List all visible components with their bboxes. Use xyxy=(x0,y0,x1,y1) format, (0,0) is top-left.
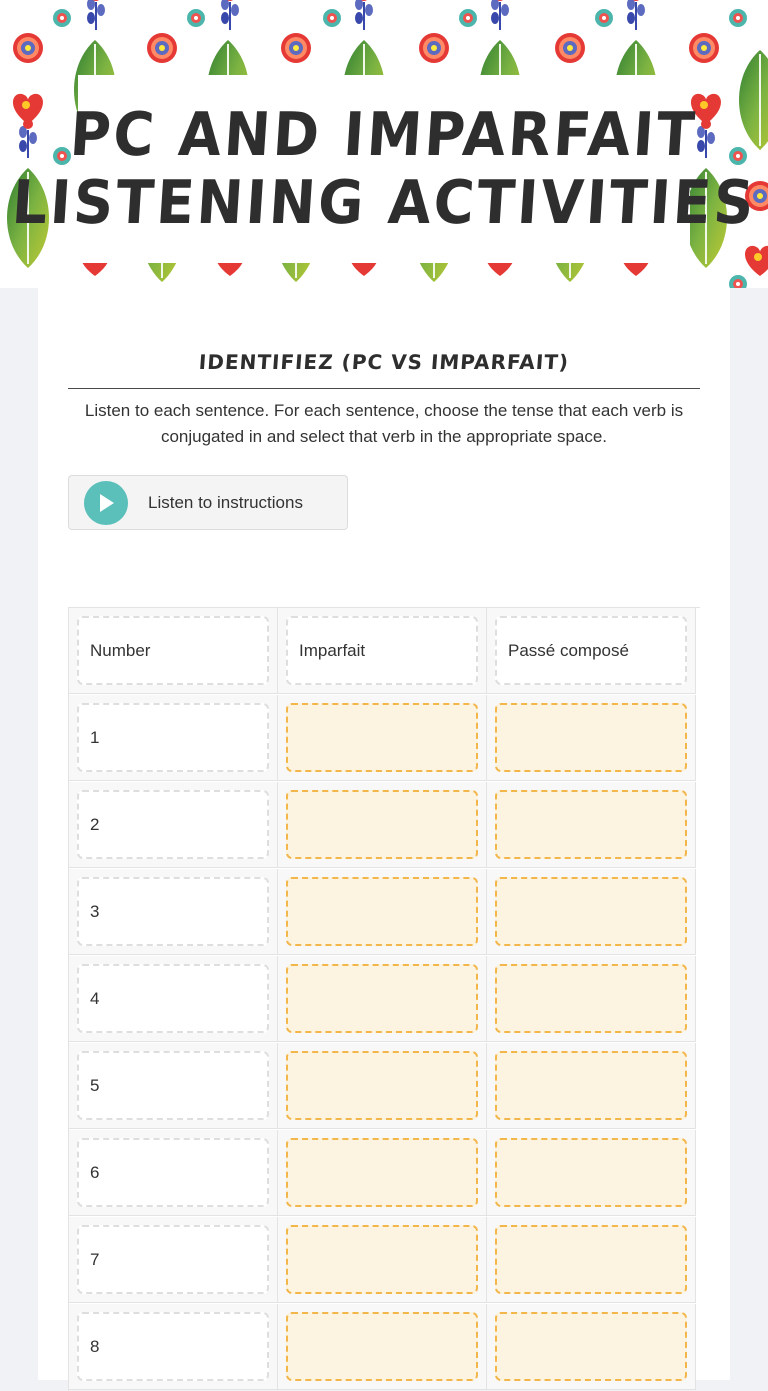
table-row xyxy=(69,782,700,869)
play-icon[interactable] xyxy=(84,481,128,525)
passe-compose-drop-zone[interactable] xyxy=(495,790,687,859)
row-number: 8 xyxy=(77,1312,269,1381)
header-number: Number xyxy=(77,616,269,685)
imparfait-drop-zone[interactable] xyxy=(286,1312,478,1381)
row-number: 2 xyxy=(77,790,269,859)
passe-compose-drop-zone[interactable] xyxy=(495,1138,687,1207)
page-title-line-1: PC AND IMPARFAIT xyxy=(68,100,700,170)
header-passe-compose: Passé composé xyxy=(495,616,687,685)
instructions-text: Listen to each sentence. For each sentence, choose the tense that each verb is conjugated in and select that verb in the appropriate space. xyxy=(84,401,684,446)
imparfait-drop-zone[interactable] xyxy=(286,790,478,859)
row-number: 5 xyxy=(77,1051,269,1120)
worksheet-card xyxy=(38,288,730,1380)
imparfait-drop-zone[interactable] xyxy=(286,703,478,772)
passe-compose-drop-zone[interactable] xyxy=(495,1051,687,1120)
row-number: 1 xyxy=(77,703,269,772)
imparfait-drop-zone[interactable] xyxy=(286,1225,478,1294)
passe-compose-drop-zone[interactable] xyxy=(495,1312,687,1381)
title-box xyxy=(9,75,759,263)
title-divider xyxy=(68,388,700,389)
imparfait-drop-zone[interactable] xyxy=(286,1138,478,1207)
row-number: 6 xyxy=(77,1138,269,1207)
listen-instructions-button[interactable] xyxy=(68,475,348,530)
imparfait-drop-zone[interactable] xyxy=(286,877,478,946)
sorting-table xyxy=(68,607,700,1391)
table-row xyxy=(69,1217,700,1304)
header-banner xyxy=(0,0,768,288)
table-row xyxy=(69,1043,700,1130)
passe-compose-drop-zone[interactable] xyxy=(495,877,687,946)
imparfait-drop-zone[interactable] xyxy=(286,1051,478,1120)
page-title-line-2: LISTENING ACTIVITIES xyxy=(9,168,759,238)
table-row xyxy=(69,869,700,956)
passe-compose-drop-zone[interactable] xyxy=(495,964,687,1033)
row-number: 7 xyxy=(77,1225,269,1294)
table-row xyxy=(69,956,700,1043)
table-row xyxy=(69,695,700,782)
listen-instructions-label: Listen to instructions xyxy=(148,492,303,512)
passe-compose-drop-zone[interactable] xyxy=(495,1225,687,1294)
table-row xyxy=(69,1304,700,1391)
passe-compose-drop-zone[interactable] xyxy=(495,703,687,772)
row-number: 3 xyxy=(77,877,269,946)
section-title: IDENTIFIEZ (PC VS IMPARFAIT) xyxy=(198,350,570,374)
imparfait-drop-zone[interactable] xyxy=(286,964,478,1033)
header-imparfait: Imparfait xyxy=(286,616,478,685)
row-number: 4 xyxy=(77,964,269,1033)
table-row xyxy=(69,1130,700,1217)
table-header-row xyxy=(69,608,700,695)
